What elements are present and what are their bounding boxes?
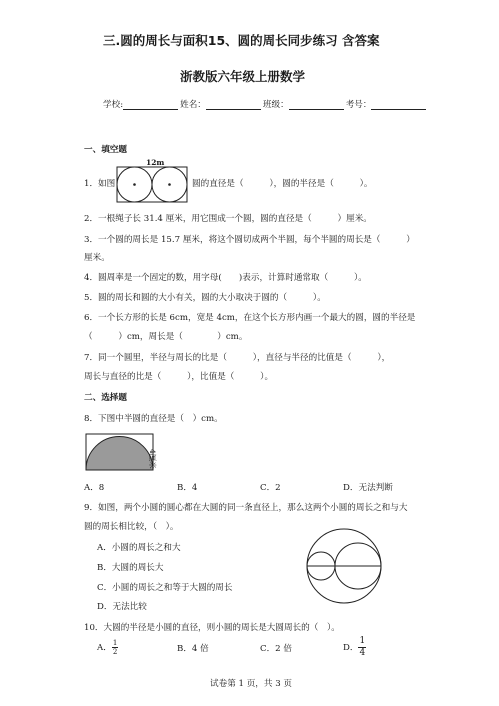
q10-option-d[interactable] xyxy=(343,636,366,659)
q8-semicircle xyxy=(86,437,153,471)
class-field[interactable] xyxy=(289,99,344,110)
q10-option-d-fraction: $\frac{1}{4}$ xyxy=(359,636,366,658)
q9-option-a[interactable]: A．小圆的周长之和大 xyxy=(97,543,181,553)
q9-circles-figure xyxy=(305,527,383,605)
q8-text: 8．下图中半圆的直径是（ ）cm。 xyxy=(84,414,223,424)
q9-line2: 圆的周长相比较，（ ）。 xyxy=(84,522,179,532)
q1-left-center-dot xyxy=(133,183,136,186)
class-label: 班级： xyxy=(262,100,289,110)
exam-number-label: 考号： xyxy=(345,100,372,110)
name-label: 姓名： xyxy=(180,100,206,110)
q8-figure-label: 4厘米 xyxy=(148,449,157,469)
q10-option-a-label: A． xyxy=(97,643,112,653)
q10-option-a-fraction: $\frac{1}{2}$ xyxy=(112,639,118,656)
q10-option-c[interactable]: C．2 倍 xyxy=(260,644,292,654)
q10-text: 10．大圆的半径是小圆的直径，则小圆的周长是大圆周长的（ ）。 xyxy=(84,623,340,633)
q9-line1: 9．如图，两个小圆的圆心都在大圆的同一条直径上，那么这两个小圆的周长之和与大 xyxy=(84,503,408,513)
q8-option-c[interactable]: C．2 xyxy=(260,483,281,493)
page-title: 三.圆的周长与面积15、圆的周长同步练习 含答案 xyxy=(103,33,380,48)
q8-option-a[interactable]: A．8 xyxy=(84,483,105,493)
page-subtitle: 浙教版六年级上册数学 xyxy=(180,69,306,84)
q3-line1: 3．一个圆的周长是 15.7 厘米，将这个圆切成两个半圆，每个半圆的周长是（ ） xyxy=(84,235,415,245)
q9-option-d[interactable]: D．无法比较 xyxy=(97,602,147,612)
q3-line2: 厘米。 xyxy=(84,253,110,263)
q8-option-b[interactable]: B．4 xyxy=(177,483,198,493)
q1-prefix: 1．如图 xyxy=(84,179,116,189)
q9-option-c[interactable]: C．小圆的周长之和等于大圆的周长 xyxy=(97,583,233,593)
q1-two-circles-figure xyxy=(116,166,188,204)
q9-option-b[interactable]: B．大圆的周长大 xyxy=(97,563,164,573)
section-heading-fill-blank: 一、填空题 xyxy=(84,145,127,155)
q5: 5．圆的周长和圆的大小有关，圆的大小取决于圆的（ ）。 xyxy=(84,293,326,303)
q7-line1: 7．同一个圆里，半径与周长的比是（ ），直径与半径的比值是（ ）， xyxy=(84,353,391,363)
q6-line1: 6．一个长方形的长是 6cm，宽是 4cm，在这个长方形内画一个最大的圆，圆的半径是 xyxy=(84,313,416,323)
info-row xyxy=(103,98,426,110)
q10-option-a[interactable] xyxy=(97,639,118,656)
q1-right-center-dot xyxy=(168,183,171,186)
q8-option-d[interactable]: D．无法判断 xyxy=(343,483,393,493)
q4: 4．圆周率是一个固定的数，用字母( )表示，计算时通常取（ ）。 xyxy=(84,273,367,283)
q10-option-d-label: D． xyxy=(343,643,359,653)
exam-number-field[interactable] xyxy=(371,99,426,110)
name-field[interactable] xyxy=(206,99,261,110)
q6-line2: （ ）cm，周长是（ ）cm。 xyxy=(84,332,248,342)
page-footer: 试卷第 1 页，共 3 页 xyxy=(210,679,293,689)
q10-option-b[interactable]: B．4 倍 xyxy=(177,644,209,654)
q7-line2: 周长与直径的比是（ ），比值是（ ）。 xyxy=(84,372,274,382)
q1-text: 圆的直径是（ ），圆的半径是（ ）。 xyxy=(192,179,373,189)
q2: 2．一根绳子长 31.4 厘米，用它围成一个圆，圆的直径是（ ）厘米。 xyxy=(84,214,372,224)
school-label: 学校: xyxy=(103,100,124,110)
school-field[interactable] xyxy=(123,99,178,110)
section-heading-multiple-choice: 二、选择题 xyxy=(84,393,127,403)
q1-figure-label: 12m xyxy=(146,158,165,167)
